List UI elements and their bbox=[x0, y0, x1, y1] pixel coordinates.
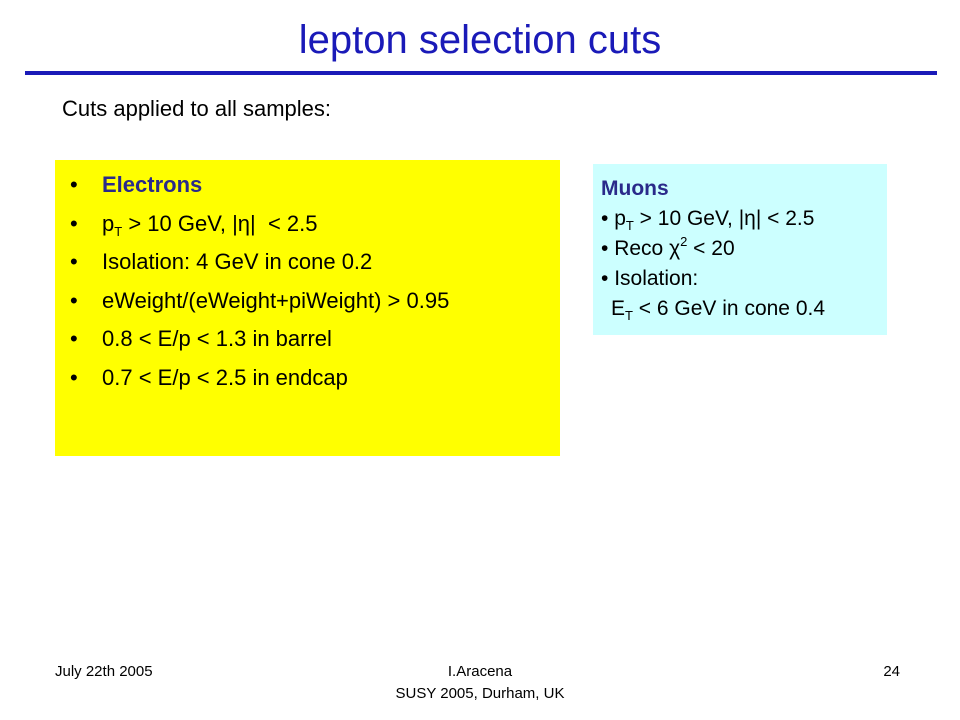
electrons-heading-item bbox=[55, 168, 560, 207]
electron-barrel-text: 0.8 < E/p < 1.3 in barrel bbox=[102, 326, 332, 352]
electron-eweight-cut bbox=[55, 284, 560, 323]
footer-author: I.Aracena bbox=[447, 663, 513, 680]
electron-isolation-cut bbox=[55, 245, 560, 284]
bullet: • bbox=[70, 172, 78, 197]
intro-text: Cuts applied to all samples: bbox=[62, 96, 332, 121]
muon-chi2-cut bbox=[601, 234, 887, 264]
slide-title: lepton selection cuts bbox=[298, 18, 662, 62]
pt-symbol: p bbox=[102, 210, 115, 236]
et-subscript: T bbox=[625, 308, 633, 323]
bullet: • bbox=[70, 287, 78, 313]
pt-subscript: T bbox=[114, 223, 123, 239]
pt-condition: > 10 GeV, |η| < 2.5 bbox=[633, 207, 815, 230]
electron-endcap-text: 0.7 < E/p < 2.5 in endcap bbox=[102, 364, 348, 390]
footer-author-block bbox=[330, 661, 630, 705]
bullet: • bbox=[70, 249, 78, 275]
chi-superscript: 2 bbox=[680, 234, 688, 249]
pt-subscript: T bbox=[625, 218, 634, 233]
chi2-condition: < 20 bbox=[687, 237, 735, 260]
pt-condition: > 10 GeV, |η| < 2.5 bbox=[122, 210, 318, 236]
electrons-heading: Electrons bbox=[102, 172, 203, 197]
muon-isolation-label: Isolation: bbox=[614, 267, 699, 290]
muon-isolation-cut bbox=[601, 264, 887, 294]
footer-conference: SUSY 2005, Durham, UK bbox=[395, 685, 565, 702]
muon-et-cut bbox=[601, 294, 887, 324]
pt-symbol: p bbox=[614, 207, 626, 230]
muon-pt-cut bbox=[601, 204, 887, 234]
muons-heading: Muons bbox=[601, 177, 669, 200]
footer-date: July 22th 2005 bbox=[55, 663, 153, 680]
page-number: 24 bbox=[883, 663, 900, 680]
bullet: • bbox=[601, 207, 609, 230]
bullet: • bbox=[70, 364, 78, 390]
reco-label: Reco bbox=[614, 237, 670, 260]
bullet: • bbox=[601, 267, 609, 290]
title-underline bbox=[25, 71, 937, 75]
et-symbol: E bbox=[611, 297, 626, 320]
electron-pt-text bbox=[102, 207, 318, 241]
et-condition: < 6 GeV in cone 0.4 bbox=[632, 297, 826, 320]
bullet: • bbox=[70, 210, 78, 236]
electron-isolation-text: Isolation: 4 GeV in cone 0.2 bbox=[102, 249, 373, 275]
electron-eweight-text: eWeight/(eWeight+piWeight) > 0.95 bbox=[102, 287, 450, 313]
chi-symbol: χ bbox=[669, 237, 681, 260]
bullet: • bbox=[70, 326, 78, 352]
electron-barrel-cut bbox=[55, 322, 560, 361]
electron-endcap-cut bbox=[55, 361, 560, 400]
electron-pt-cut bbox=[55, 207, 560, 246]
electrons-panel bbox=[55, 160, 560, 456]
bullet: • bbox=[601, 237, 609, 260]
muons-panel bbox=[593, 164, 887, 335]
